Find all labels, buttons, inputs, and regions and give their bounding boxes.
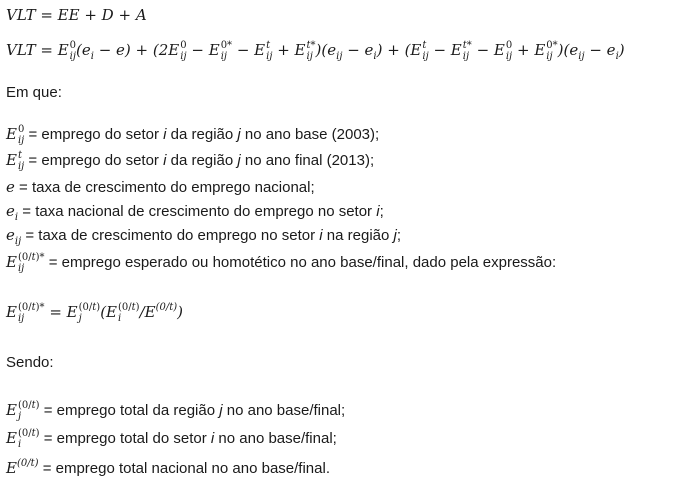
label-em-que	[6, 84, 62, 101]
equation-vlt-sum	[6, 6, 147, 24]
symbol-e-0t-star-ij: E (0/t)* ij	[6, 252, 45, 274]
def-text: no ano base/final;	[214, 430, 337, 447]
definition-e0-ij	[6, 124, 379, 146]
definition-e	[6, 178, 315, 196]
definition-e-ij	[6, 226, 401, 247]
def-var: i	[163, 152, 167, 169]
symbol-e-0t: $E^{(0/t)}$	[6, 458, 39, 477]
symbol-e0-ij: E 0 ij	[6, 124, 25, 146]
symbol-e: e	[6, 178, 15, 196]
symbol-et-ij: E t ij	[6, 150, 25, 172]
definition-e-0t-i	[6, 428, 337, 450]
definition-et-ij	[6, 150, 374, 172]
label-sendo	[6, 354, 54, 371]
def-text: da região	[166, 126, 238, 143]
def-var: j	[219, 402, 223, 419]
symbol-e-0t-j: E (0/t) j	[6, 400, 40, 422]
symbol-e-i: $e_i$	[6, 202, 19, 223]
def-text: = emprego total nacional no ano base/final.	[38, 460, 330, 477]
equals-sign: =	[49, 303, 62, 321]
def-var: j	[237, 152, 241, 169]
def-text: = taxa de crescimento do emprego no setor	[21, 227, 320, 244]
def-text: ;	[379, 203, 384, 220]
def-var: i	[376, 203, 380, 220]
def-var: i	[210, 430, 215, 447]
def-text: ;	[396, 227, 402, 244]
equation-vlt-full-lhs: VLT =	[6, 41, 53, 59]
em-que-text: Em que:	[6, 84, 62, 101]
def-var: j	[237, 126, 241, 143]
def-text: = emprego total do setor	[39, 430, 211, 447]
sendo-text: Sendo:	[6, 354, 54, 371]
definition-e-0t-star-ij	[6, 252, 556, 274]
def-text: = emprego do setor	[24, 152, 164, 169]
symbol-e-ij: $e_{ij}$	[6, 226, 22, 247]
def-text: no ano final (2013);	[240, 152, 375, 169]
def-text: = emprego total da região	[39, 402, 220, 419]
def-text: = taxa de crescimento do emprego nacional;	[14, 179, 315, 196]
definition-e-i	[6, 202, 384, 223]
definition-e-0t-j	[6, 400, 345, 422]
def-text: da região	[166, 152, 238, 169]
def-text: na região	[322, 227, 394, 244]
def-var: i	[319, 227, 323, 244]
def-text: = taxa nacional de crescimento do emprego no setor	[18, 203, 377, 220]
def-text: no ano base (2003);	[240, 126, 380, 143]
def-var: i	[163, 126, 167, 143]
def-var: j	[393, 227, 397, 244]
def-text: no ano base/final;	[222, 402, 346, 419]
def-text: = emprego esperado ou homotético no ano base/final, dado pela expressão:	[44, 254, 557, 271]
definition-e-0t	[6, 458, 330, 477]
symbol-e-0t-i: E (0/t) i	[6, 428, 40, 450]
equation-homothetic: E (0/t)* ij = E (0/t) j (E (0/t) i $/E^{(0/t)}$)	[6, 302, 184, 324]
equation-vlt-sum-text: VLT = EE + D + A	[6, 6, 147, 24]
equation-vlt-full: VLT = E 0 ij $(e_i - e) + (2E$ 0 ij − E 0* ij − E t ij + E t* ij )$(e_{ij} - e_i) + (E$ t ij − E t* ij − E 0 ij + E 0* ij )$(e_{ij} - e_i)$	[6, 40, 625, 62]
def-text: = emprego do setor	[24, 126, 164, 143]
